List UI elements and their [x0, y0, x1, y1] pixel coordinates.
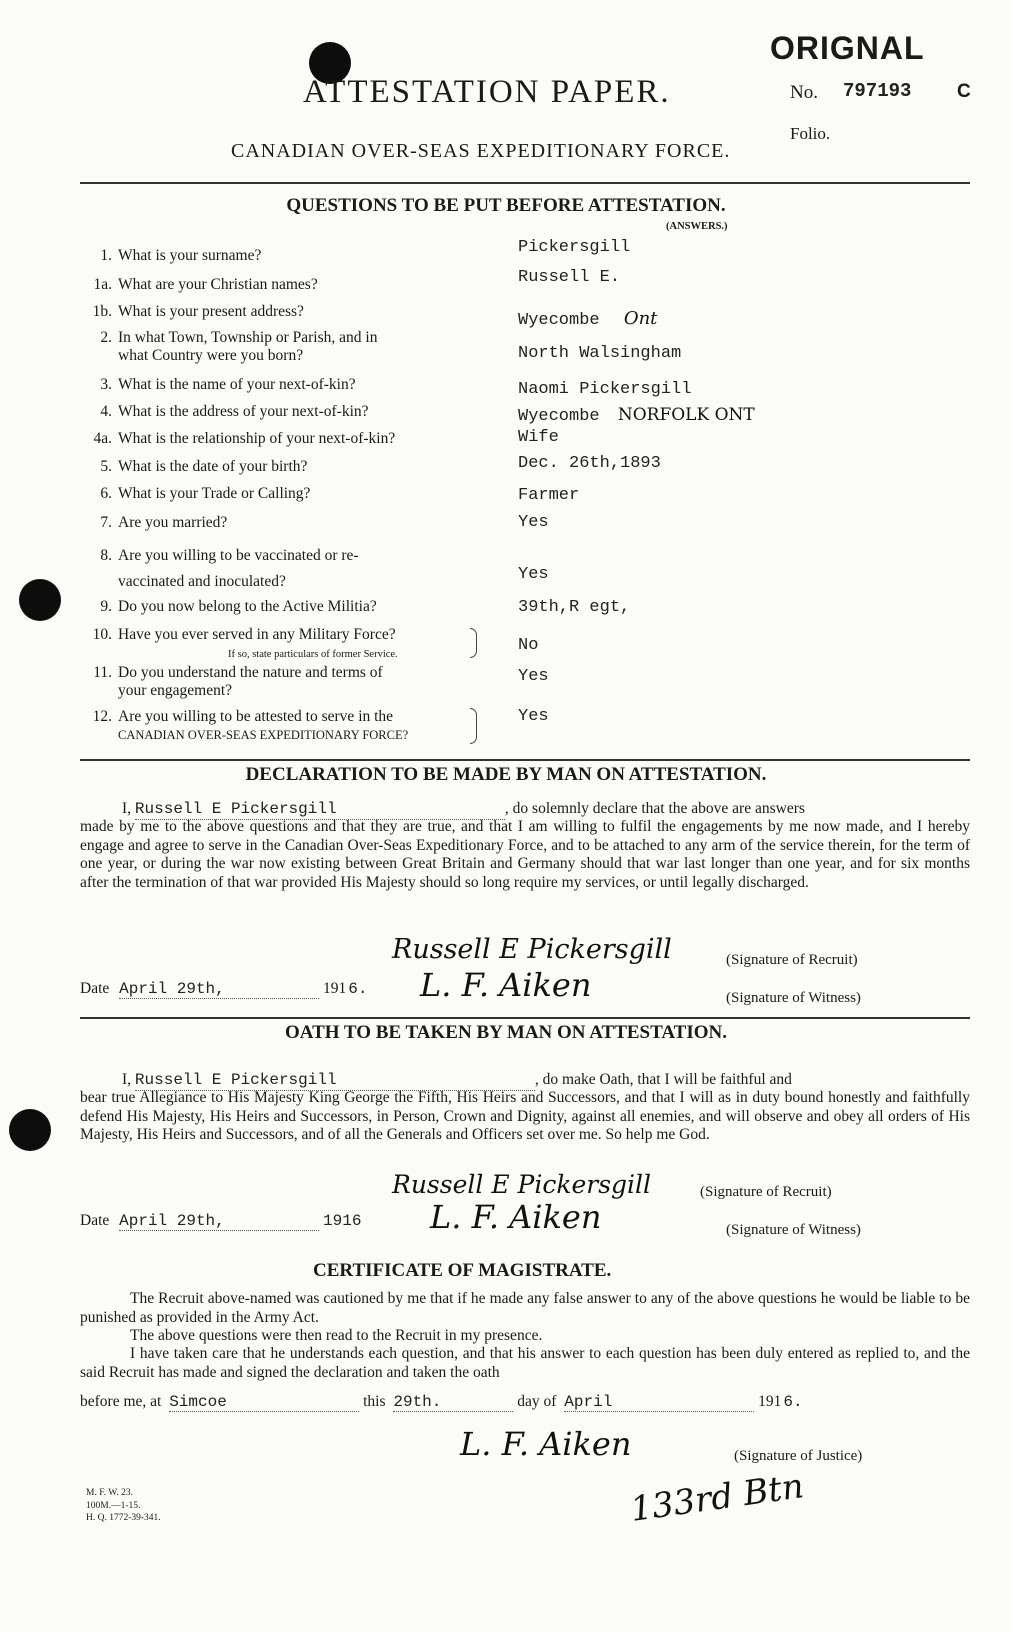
declaration-witness-signature: L. F. Aiken	[420, 966, 592, 1004]
original-stamp: ORIGNAL	[770, 30, 925, 66]
question-2: 2. In what Town, Township or Parish, and in what Country were you born?	[100, 329, 378, 364]
answer-1: Pickersgill	[518, 238, 631, 257]
form-code: M. F. W. 23. 100M.—1-15. H. Q. 1772-39-341.	[86, 1488, 161, 1523]
declaration-witness-caption: (Signature of Witness)	[726, 990, 861, 1006]
punch-hole-bottom	[9, 1109, 51, 1151]
question-7: 7. Are you married?	[100, 514, 228, 531]
answer-6: Farmer	[518, 486, 580, 505]
answer-1b-typed: Wyecombe	[518, 311, 600, 330]
certificate-year-suffix: 6.	[783, 1393, 803, 1411]
oath-heading: OATH TO BE TAKEN BY MAN ON ATTESTATION.	[284, 1022, 728, 1043]
question-12: 12. Are you willing to be attested to serve in the CANADIAN OVER-SEAS EXPEDITIONARY FORCE?	[92, 708, 409, 742]
question-1a: 1a. What are your Christian names?	[93, 276, 318, 293]
questions-divider	[80, 759, 970, 761]
certificate-para-1: The Recruit above-named was cautioned by me that if he made any false answer to any of the above questions he would be liable to be punished as provided in the Army Act.	[80, 1290, 970, 1326]
certificate-para-2: The above questions were then read to the Recruit in my presence.	[130, 1327, 543, 1344]
declaration-recruit-caption: (Signature of Recruit)	[726, 952, 858, 968]
declaration-recruit-name: Russell E Pickersgill	[135, 800, 505, 820]
punch-hole-middle	[19, 579, 61, 621]
certificate-month: April	[564, 1393, 754, 1412]
declaration-divider	[80, 1017, 970, 1019]
answer-4-typed: Wyecombe	[518, 407, 600, 426]
oath-recruit-signature: Russell E Pickersgill	[392, 1170, 652, 1199]
answer-2: North Walsingham	[518, 344, 682, 363]
answer-5: Dec. 26th,1893	[518, 454, 661, 473]
oath-first-line: I, Russell E Pickersgill , do make Oath, that I will be faithful and	[122, 1071, 792, 1089]
answer-10: No	[518, 636, 539, 655]
bracket-10	[470, 628, 477, 658]
declaration-date: April 29th,	[119, 980, 319, 999]
question-1: 1. What is your surname?	[100, 247, 262, 264]
question-6: 6. What is your Trade or Calling?	[100, 485, 311, 502]
answer-11: Yes	[518, 667, 549, 686]
answer-1a: Russell E.	[518, 268, 621, 287]
declaration-first-line: I, Russell E Pickersgill , do solemnly declare that the above are answers	[122, 800, 805, 818]
bracket-12	[470, 708, 477, 744]
answer-8: Yes	[518, 565, 549, 584]
answer-12: Yes	[518, 707, 549, 726]
certificate-place: Simcoe	[169, 1393, 359, 1412]
answer-7: Yes	[518, 513, 549, 532]
magistrate-signature: L. F. Aiken	[460, 1425, 632, 1463]
oath-date-row: Date April 29th, 1916	[80, 1212, 362, 1230]
declaration-recruit-signature: Russell E Pickersgill	[392, 934, 672, 965]
declaration-date-row: Date April 29th, 191 6.	[80, 980, 368, 998]
answer-4	[518, 405, 755, 426]
oath-date: April 29th,	[119, 1212, 319, 1231]
oath-witness-signature: L. F. Aiken	[430, 1198, 602, 1236]
answers-label: (ANSWERS.)	[666, 221, 728, 232]
question-4: 4. What is the address of your next-of-kin?	[100, 403, 369, 420]
oath-body: bear true Allegiance to His Majesty King George the Fifth, His Heirs and Successors, and that I will as in duty bound honestly and faithfully defend His Majesty, His Heirs and Successors, in Person, Crown and Dignity, against all enemies, and will observe and obey all orders of His Majesty, His Heirs and Successors, and of all the Generals and Officers set over me. So help me God.	[80, 1089, 970, 1143]
answer-4a: Wife	[518, 428, 559, 447]
number-label: No.	[790, 82, 818, 103]
answer-3: Naomi Pickersgill	[518, 380, 692, 399]
oath-witness-caption: (Signature of Witness)	[726, 1222, 861, 1238]
question-11: 11. Do you understand the nature and terms of your engagement?	[93, 664, 383, 699]
question-3: 3. What is the name of your next-of-kin?	[100, 376, 356, 393]
answer-1b-handwritten: Ont	[623, 308, 658, 329]
certificate-day: 29th.	[393, 1393, 513, 1412]
oath-recruit-caption: (Signature of Recruit)	[700, 1184, 832, 1200]
folio-label: Folio.	[790, 124, 831, 143]
regimental-number: 797193	[843, 80, 912, 102]
certificate-before-me-row: before me, at Simcoe this 29th. day of April 191 6.	[80, 1393, 803, 1411]
form-subtitle: CANADIAN OVER-SEAS EXPEDITIONARY FORCE.	[231, 140, 731, 162]
answer-9: 39th,R egt,	[518, 598, 631, 617]
questions-heading: QUESTIONS TO BE PUT BEFORE ATTESTATION.	[286, 195, 726, 216]
question-10: 10. Have you ever served in any Military Force? If so, state particulars of former Service.	[92, 626, 398, 660]
certificate-heading: CERTIFICATE OF MAGISTRATE.	[313, 1260, 612, 1281]
battalion-handwritten-note: 133rd Btn	[628, 1466, 807, 1530]
question-1b: 1b. What is your present address?	[92, 303, 304, 320]
magistrate-caption: (Signature of Justice)	[734, 1448, 863, 1464]
question-8: 8. Are you willing to be vaccinated or re- vaccinated and inoculated?	[100, 547, 359, 590]
declaration-heading: DECLARATION TO BE MADE BY MAN ON ATTESTATION.	[245, 764, 767, 785]
question-4a: 4a. What is the relationship of your next-of-kin?	[93, 430, 396, 447]
header-divider	[80, 182, 970, 184]
answer-1b	[518, 308, 657, 330]
question-5: 5. What is the date of your birth?	[100, 458, 308, 475]
declaration-body: made by me to the above questions and that they are true, and that I am willing to fulfil the engagements by me now made, and I hereby engage and agree to serve in the Canadian Over-Seas Expeditionary Force, and to be attached to any arm of the service therein, for the term of one year, or during the war now existing between Great Britain and Germany should that war last longer than one year, and for six months after the termination of that war provided His Majesty should so long require my services, or until legally discharged.	[80, 818, 970, 891]
number-suffix: C	[957, 81, 971, 102]
certificate-para-3: I have taken care that he understands each question, and that his answer to each question has been duly entered as replied to, and the said Recruit has made and signed the declaration and taken the oath	[80, 1345, 970, 1381]
declaration-year-suffix: 6.	[348, 980, 368, 998]
oath-recruit-name: Russell E Pickersgill	[135, 1071, 535, 1091]
form-title: ATTESTATION PAPER.	[303, 74, 671, 110]
question-9: 9. Do you now belong to the Active Militia?	[100, 598, 377, 615]
answer-4-handwritten: NORFOLK ONT	[617, 405, 755, 425]
oath-year: 1916	[323, 1212, 362, 1230]
